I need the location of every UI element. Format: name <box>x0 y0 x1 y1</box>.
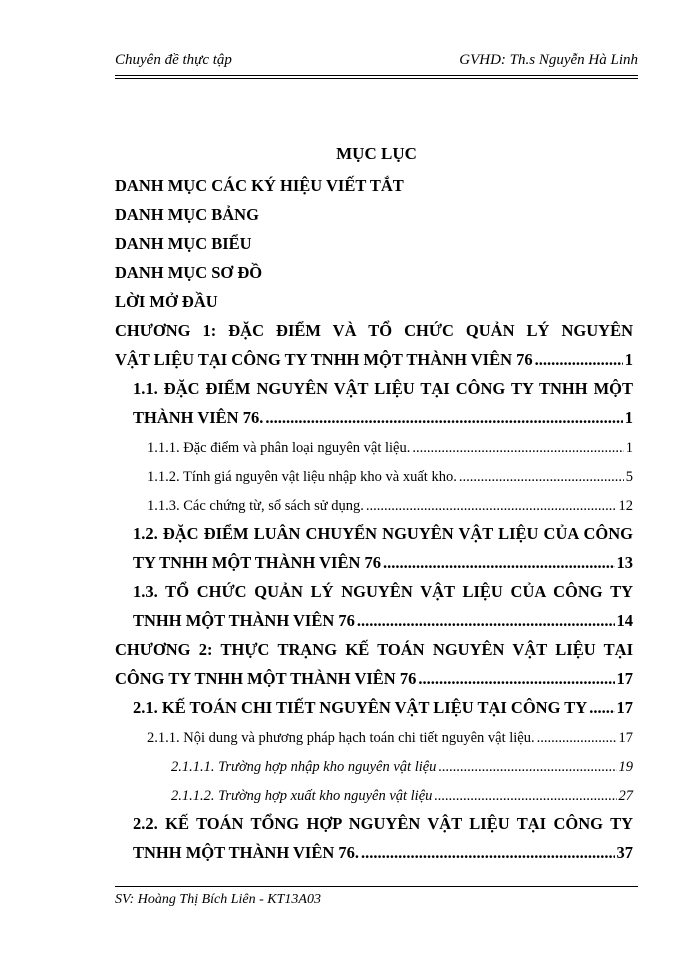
toc-page-number: 1 <box>624 408 633 427</box>
toc-entry[interactable] <box>115 172 633 196</box>
toc-entry[interactable] <box>115 665 633 689</box>
toc-page-number: 1 <box>624 350 633 369</box>
toc-entry-label: 1.3. TỔ CHỨC QUẢN LÝ NGUYÊN VẬT LIỆU CỦA CÔNG TY <box>133 582 633 601</box>
toc-entry[interactable] <box>147 462 633 486</box>
toc-entry[interactable] <box>147 723 633 747</box>
toc-entry[interactable] <box>115 288 633 312</box>
toc-page-number: 13 <box>616 553 633 572</box>
toc-entry[interactable] <box>133 520 633 544</box>
dot-leader <box>265 408 622 428</box>
header-left: Chuyên đề thực tập <box>115 52 232 68</box>
toc-entry[interactable] <box>133 404 633 428</box>
toc-entry-label: DANH MỤC BẢNG <box>115 205 259 224</box>
header-rule <box>115 75 638 79</box>
toc-entry[interactable] <box>133 549 633 573</box>
toc-entry[interactable] <box>133 578 633 602</box>
toc-entry[interactable] <box>171 781 633 805</box>
toc-entry-label: CHƯƠNG 1: ĐẶC ĐIỂM VÀ TỔ CHỨC QUẢN LÝ NGUYÊN <box>115 321 633 340</box>
toc-entry-label: LỜI MỞ ĐẦU <box>115 292 218 311</box>
toc-entry-label: 1.1. ĐẶC ĐIỂM NGUYÊN VẬT LIỆU TẠI CÔNG TY TNHH MỘT <box>133 379 633 398</box>
toc-page-number: 1 <box>625 440 633 456</box>
dot-leader <box>361 843 615 863</box>
toc-entry[interactable] <box>115 636 633 660</box>
toc-entry-label: CÔNG TY TNHH MỘT THÀNH VIÊN 76 <box>115 669 417 688</box>
toc-entry-label: 2.1. KẾ TOÁN CHI TIẾT NGUYÊN VẬT LIỆU TẠI CÔNG TY <box>133 698 588 717</box>
toc-page-number: 17 <box>616 669 633 688</box>
page-footer: SV: Hoàng Thị Bích Liên - KT13A03 <box>115 892 321 907</box>
toc-page-number: 14 <box>616 611 633 630</box>
toc-entry[interactable] <box>133 839 633 863</box>
toc-entry-label: TNHH MỘT THÀNH VIÊN 76 <box>133 611 355 630</box>
toc-entry[interactable] <box>171 752 633 776</box>
toc-entry-label: DANH MỤC SƠ ĐỒ <box>115 263 263 282</box>
toc-entry-label: THÀNH VIÊN 76. <box>133 408 264 427</box>
toc-entry[interactable] <box>133 694 633 718</box>
toc-entry[interactable] <box>147 491 633 515</box>
toc-page-number: 37 <box>616 843 633 862</box>
toc-entry-label: 1.1.1. Đặc điểm và phân loại nguyên vật liệu. <box>147 440 411 456</box>
dot-leader <box>383 553 614 573</box>
dot-leader <box>434 788 616 805</box>
toc-entry[interactable] <box>133 607 633 631</box>
dot-leader <box>589 698 614 718</box>
dot-leader <box>537 730 617 747</box>
dot-leader <box>412 440 623 457</box>
toc-entry[interactable] <box>133 810 633 834</box>
toc-entry-label: 1.1.3. Các chứng từ, sổ sách sử dụng. <box>147 498 364 514</box>
dot-leader <box>418 669 614 689</box>
dot-leader <box>535 350 623 370</box>
toc-entry-label: 2.1.1.2. Trường hợp xuất kho nguyên vật liệu <box>171 788 433 804</box>
dot-leader <box>438 759 616 776</box>
toc-entry-label: 1.2. ĐẶC ĐIỂM LUÂN CHUYỂN NGUYÊN VẬT LIỆU CỦA CÔNG <box>133 524 633 543</box>
toc-entry-label: TNHH MỘT THÀNH VIÊN 76. <box>133 843 359 862</box>
toc-entry[interactable] <box>115 201 633 225</box>
toc-entry-label: DANH MỤC CÁC KÝ HIỆU VIẾT TẮT <box>115 176 404 195</box>
toc-entry-label: 2.1.1. Nội dung và phương pháp hạch toán chi tiết nguyên vật liệu. <box>147 730 535 746</box>
footer-rule <box>115 886 638 887</box>
toc-entry[interactable] <box>115 259 633 283</box>
toc-page-number: 27 <box>618 788 633 804</box>
page-title: MỤC LỤC <box>336 144 417 163</box>
toc-entry-label: DANH MỤC BIỂU <box>115 234 252 253</box>
toc-entry-label: TY TNHH MỘT THÀNH VIÊN 76 <box>133 553 382 572</box>
page-header <box>115 52 638 76</box>
toc-entry-label: CHƯƠNG 2: THỰC TRẠNG KẾ TOÁN NGUYÊN VẬT LIỆU TẠI <box>115 640 633 659</box>
toc-entry-label: 2.2. KẾ TOÁN TỔNG HỢP NGUYÊN VẬT LIỆU TẠI CÔNG TY <box>133 814 633 833</box>
toc-entry[interactable] <box>115 346 633 370</box>
dot-leader <box>366 498 617 515</box>
toc-page-number: 17 <box>616 698 633 717</box>
toc-entry[interactable] <box>133 375 633 399</box>
toc-entry-label: 1.1.2. Tính giá nguyên vật liệu nhập kho và xuất kho. <box>147 469 457 485</box>
dot-leader <box>357 611 615 631</box>
toc-page-number: 5 <box>625 469 633 485</box>
dot-leader <box>459 469 624 486</box>
toc-entry[interactable] <box>115 317 633 341</box>
toc-page-number: 17 <box>618 730 633 746</box>
toc-entry-label: 2.1.1.1. Trường hợp nhập kho nguyên vật liệu <box>171 759 437 775</box>
toc-entry[interactable] <box>115 230 633 254</box>
toc-page-number: 12 <box>618 498 633 514</box>
toc-entry[interactable] <box>147 433 633 457</box>
toc-page-number: 19 <box>618 759 633 775</box>
header-right: GVHD: Th.s Nguyễn Hà Linh <box>459 52 638 68</box>
toc-entry-label: VẬT LIỆU TẠI CÔNG TY TNHH MỘT THÀNH VIÊN 76 <box>115 350 533 369</box>
